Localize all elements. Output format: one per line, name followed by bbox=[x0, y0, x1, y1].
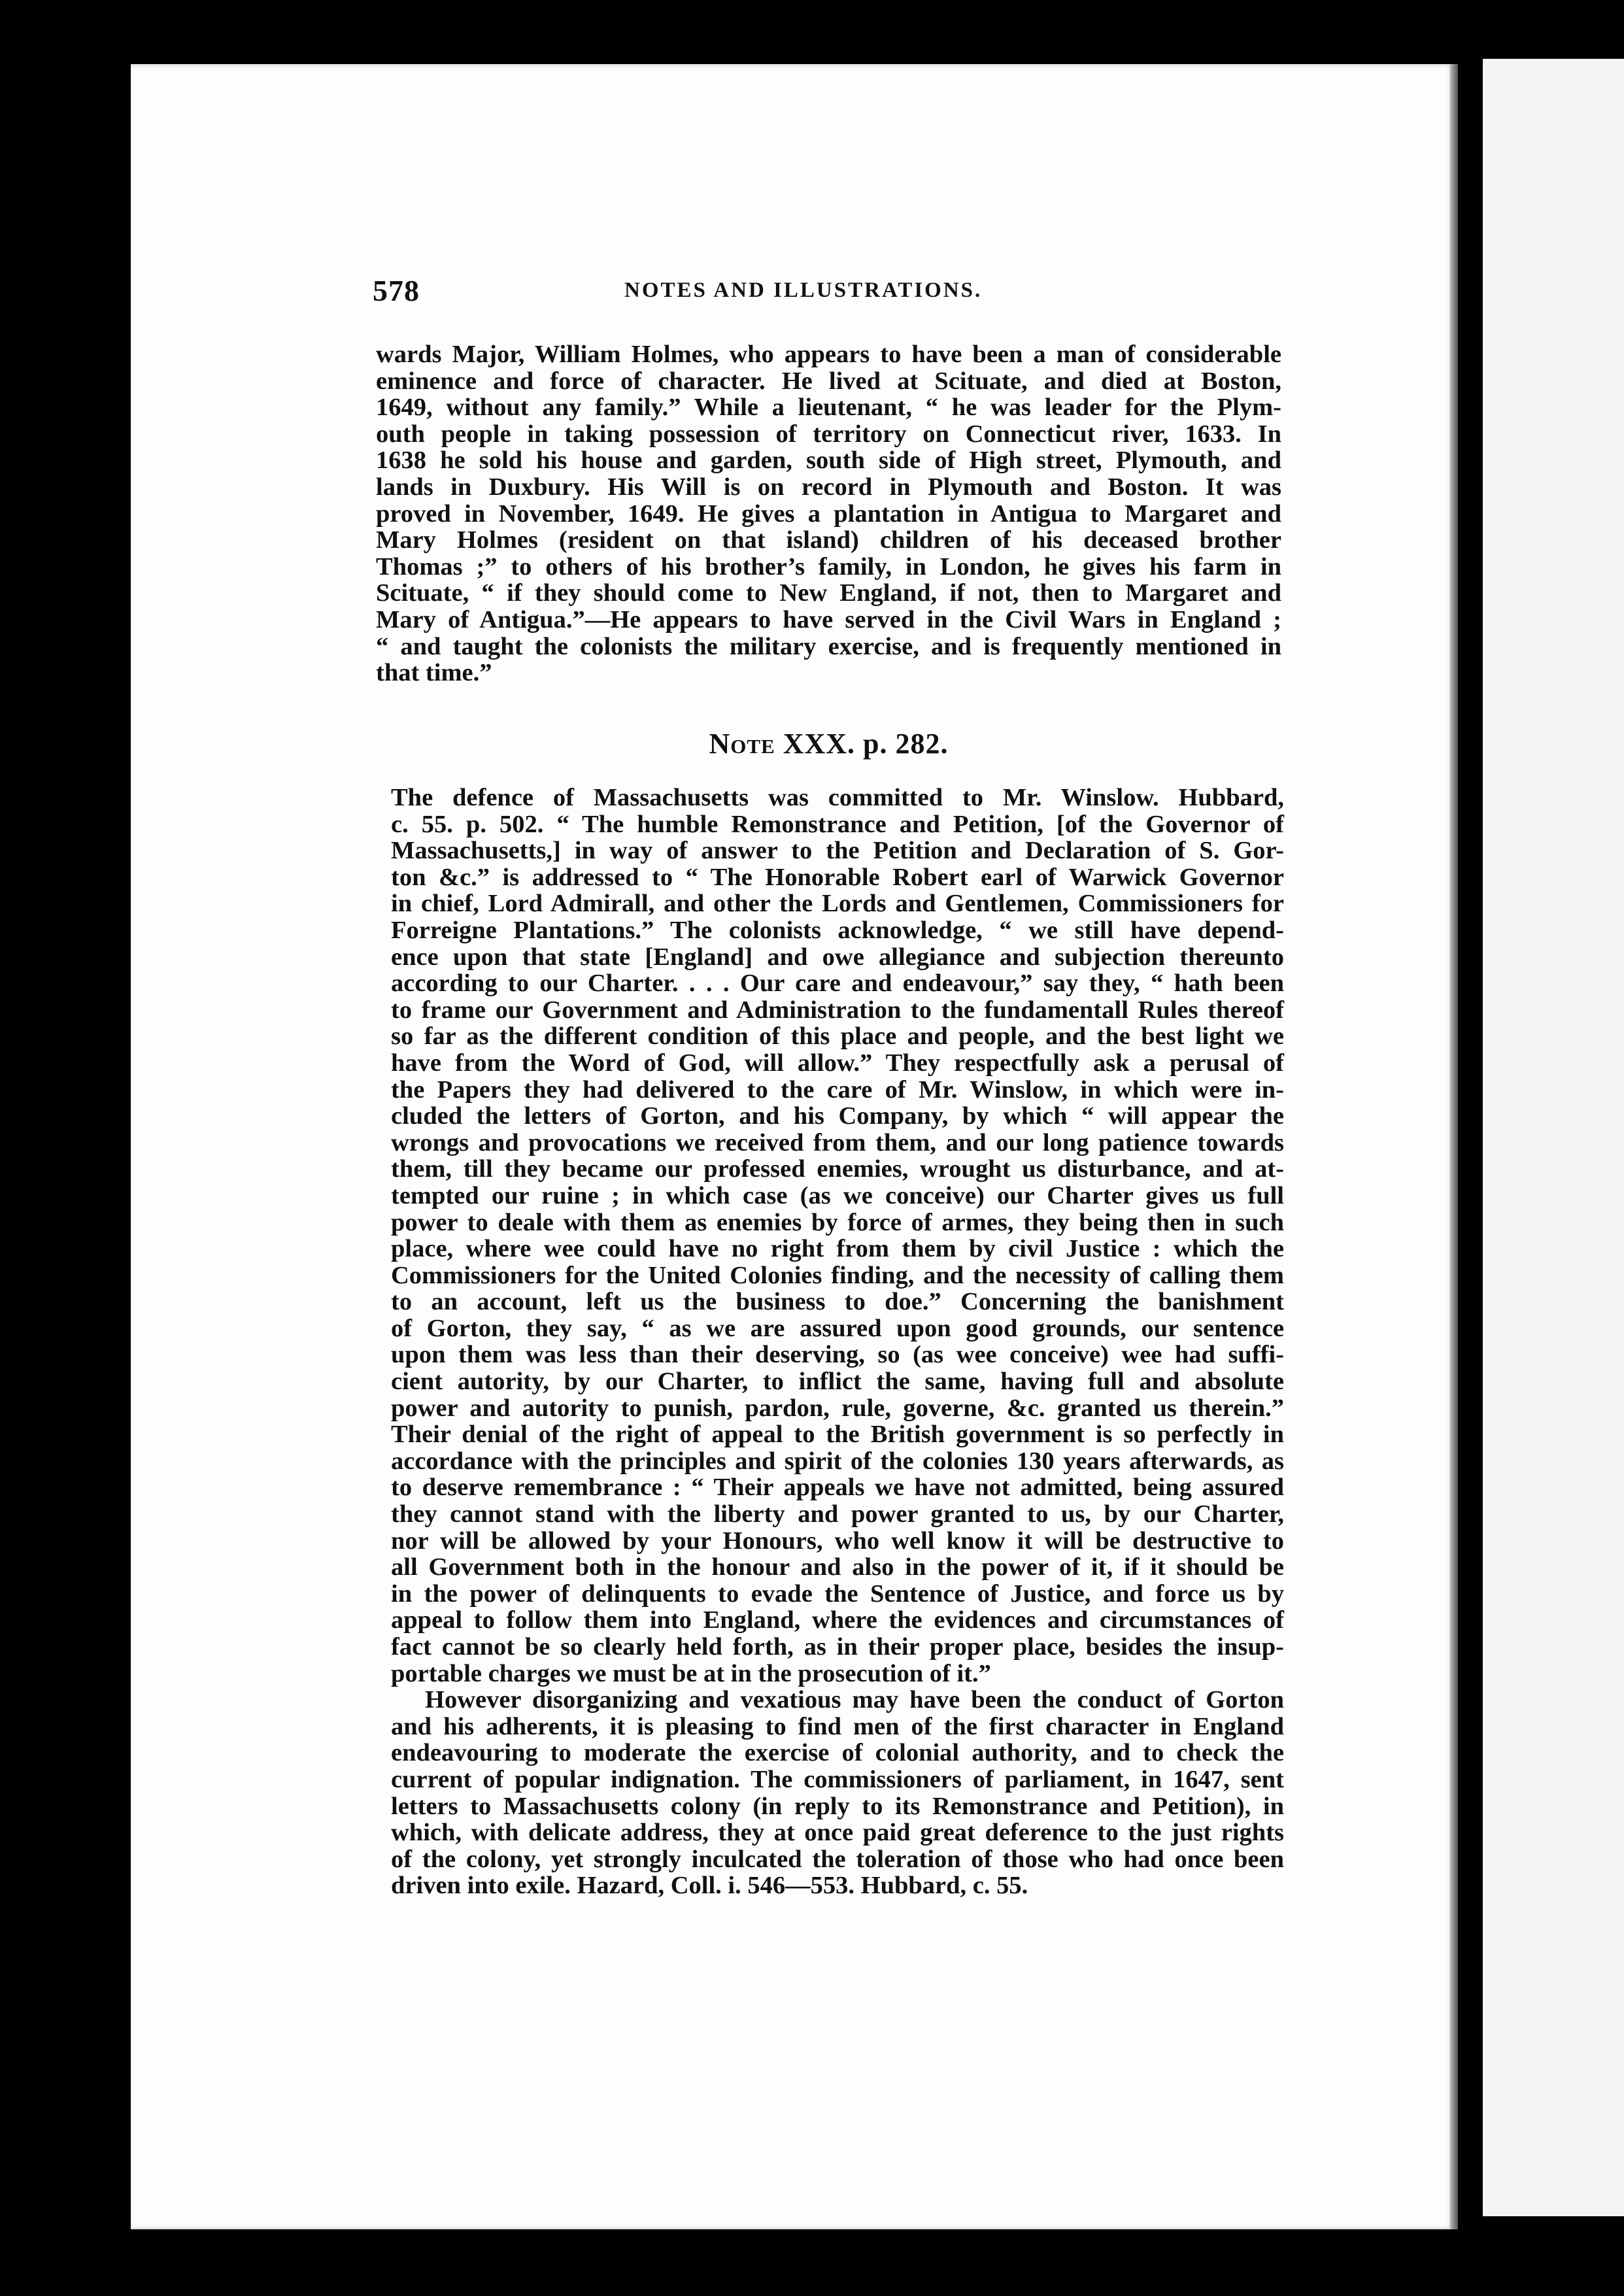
text-line: portable charges we must be at in the prosecution of it.” bbox=[391, 1659, 991, 1687]
note-paragraph-2 bbox=[391, 1687, 1284, 1899]
text-line: wards Major, William Holmes, who appears to have been a man of considerable bbox=[376, 341, 1281, 368]
text-line: proved in November, 1649. He gives a plantation in Antigua to Margaret and bbox=[376, 499, 1281, 528]
facing-page bbox=[1483, 59, 1624, 2216]
text-line: c. 55. p. 502. “ The humble Remonstrance and Petition, [of the Governor of bbox=[391, 810, 1284, 838]
text-line: cluded the letters of Gorton, and his Company, by which “ will appear the bbox=[391, 1102, 1284, 1130]
text-line: according to our Charter. . . . Our care and endeavour,” say they, “ hath been bbox=[391, 970, 1284, 998]
page-header bbox=[373, 273, 1281, 312]
text-line: letters to Massachusetts colony (in reply to its Remonstrance and Petition), in bbox=[391, 1792, 1284, 1820]
text-line: tempted our ruine ; in which case (as we conceive) our Charter gives us full bbox=[391, 1181, 1284, 1209]
text-line: accordance with the principles and spirit of the colonies 130 years afterwards, as bbox=[391, 1447, 1284, 1475]
text-line: in chief, Lord Admirall, and other the Lords and Gentlemen, Commissioners for bbox=[391, 890, 1284, 918]
text-line: to an account, left us the business to doe.” Concerning the banishment bbox=[391, 1288, 1284, 1316]
text-line: the Papers they had delivered to the care of Mr. Winslow, in which were in- bbox=[391, 1075, 1284, 1104]
text-line: them, till they became our professed enemies, wrought us disturbance, and at- bbox=[391, 1155, 1284, 1183]
text-line: nor will be allowed by your Honours, who well know it will be destructive to bbox=[391, 1527, 1284, 1555]
text-line: lands in Duxbury. His Will is on record in Plymouth and Boston. It was bbox=[376, 473, 1281, 501]
text-line: appeal to follow them into England, where the evidences and circumstances of bbox=[391, 1606, 1284, 1634]
text-line: of the colony, yet strongly inculcated the toleration of those who had once been bbox=[391, 1845, 1284, 1873]
text-line: so far as the different condition of this place and people, and the best light we bbox=[391, 1022, 1284, 1051]
text-line: in the power of delinquents to evade the Sentence of Justice, and force us by bbox=[391, 1579, 1284, 1608]
text-line: that time.” bbox=[376, 659, 492, 687]
text-line: However disorganizing and vexatious may have been the conduct of Gorton bbox=[425, 1686, 1284, 1714]
text-line: Mary Holmes (resident on that island) children of his deceased brother bbox=[376, 526, 1281, 554]
text-line: Thomas ;” to others of his brother’s family, in London, he gives his farm in bbox=[376, 552, 1281, 581]
text-line: power and autority to punish, pardon, rule, governe, &c. granted us therein.” bbox=[391, 1394, 1284, 1422]
text-line: “ and taught the colonists the military exercise, and is frequently mentioned in bbox=[376, 632, 1281, 660]
text-line: to deserve remembrance : “ Their appeals we have not admitted, being assured bbox=[391, 1474, 1284, 1502]
text-line: The defence of Massachusetts was committed to Mr. Winslow. Hubbard, bbox=[391, 784, 1284, 811]
text-line: Forreigne Plantations.” The colonists acknowledge, “ we still have depend- bbox=[391, 916, 1284, 944]
text-line: and his adherents, it is pleasing to find men of the first character in England bbox=[391, 1712, 1284, 1740]
text-line: Mary of Antigua.”—He appears to have served in the Civil Wars in England ; bbox=[376, 605, 1281, 633]
text-line: endeavouring to moderate the exercise of colonial authority, and to check the bbox=[391, 1739, 1284, 1767]
note-heading bbox=[376, 727, 1281, 760]
note-body bbox=[391, 785, 1284, 1899]
text-line: power to deale with them as enemies by force of armes, they being then in such bbox=[391, 1208, 1284, 1236]
continuation-paragraph bbox=[376, 341, 1281, 686]
text-line: Their denial of the right of appeal to the British government is so perfectly in bbox=[391, 1421, 1284, 1449]
running-title: NOTES AND ILLUSTRATIONS. bbox=[624, 279, 983, 302]
note-heading-word: Note bbox=[709, 728, 775, 760]
text-line: to frame our Government and Administration to the fundamentall Rules thereof bbox=[391, 996, 1284, 1024]
text-line: Massachusetts,] in way of answer to the Petition and Declaration of S. Gor- bbox=[391, 837, 1284, 865]
text-line: wrongs and provocations we received from them, and our long patience towards bbox=[391, 1128, 1284, 1156]
text-line: outh people in taking possession of territory on Connecticut river, 1633. In bbox=[376, 420, 1281, 448]
text-line: upon them was less than their deserving, so (as wee conceive) wee had suffi- bbox=[391, 1341, 1284, 1369]
text-line: all Government both in the honour and also in the power of it, if it should be bbox=[391, 1553, 1284, 1581]
text-line: 1649, without any family.” While a lieutenant, “ he was leader for the Plym- bbox=[376, 394, 1281, 422]
text-line: which, with delicate address, they at once paid great deference to the just rights bbox=[391, 1819, 1284, 1847]
text-line: ence upon that state [England] and owe allegiance and subjection thereunto bbox=[391, 943, 1284, 971]
text-line: Commissioners for the United Colonies finding, and the necessity of calling them bbox=[391, 1261, 1284, 1289]
text-line: cient autority, by our Charter, to inflict the same, having full and absolute bbox=[391, 1368, 1284, 1396]
text-line: place, where wee could have no right from them by civil Justice : which the bbox=[391, 1235, 1284, 1263]
page-number: 578 bbox=[373, 274, 420, 307]
text-line: current of popular indignation. The commissioners of parliament, in 1647, sent bbox=[391, 1765, 1284, 1793]
scan-background bbox=[0, 0, 1624, 65]
text-line: 1638 he sold his house and garden, south side of High street, Plymouth, and bbox=[376, 447, 1281, 475]
text-line: have from the Word of God, will allow.” They respectfully ask a perusal of bbox=[391, 1049, 1284, 1077]
page-gutter-edge bbox=[1450, 64, 1458, 2229]
note-paragraph-1 bbox=[391, 785, 1284, 1687]
text-line: they cannot stand with the liberty and power granted to us, by our Charter, bbox=[391, 1500, 1284, 1528]
text-line: Scituate, “ if they should come to New England, if not, then to Margaret and bbox=[376, 579, 1281, 607]
text-line: of Gorton, they say, “ as we are assured upon good grounds, our sentence bbox=[391, 1314, 1284, 1342]
text-line: fact cannot be so clearly held forth, as in their proper place, besides the insup- bbox=[391, 1633, 1284, 1661]
text-line: ton &c.” is addressed to “ The Honorable Robert earl of Warwick Governor bbox=[391, 863, 1284, 891]
note-heading-number: XXX. p. 282. bbox=[783, 728, 949, 760]
text-line: driven into exile. Hazard, Coll. i. 546—553. Hubbard, c. 55. bbox=[391, 1872, 1028, 1900]
text-line: eminence and force of character. He lived at Scituate, and died at Boston, bbox=[376, 367, 1281, 395]
